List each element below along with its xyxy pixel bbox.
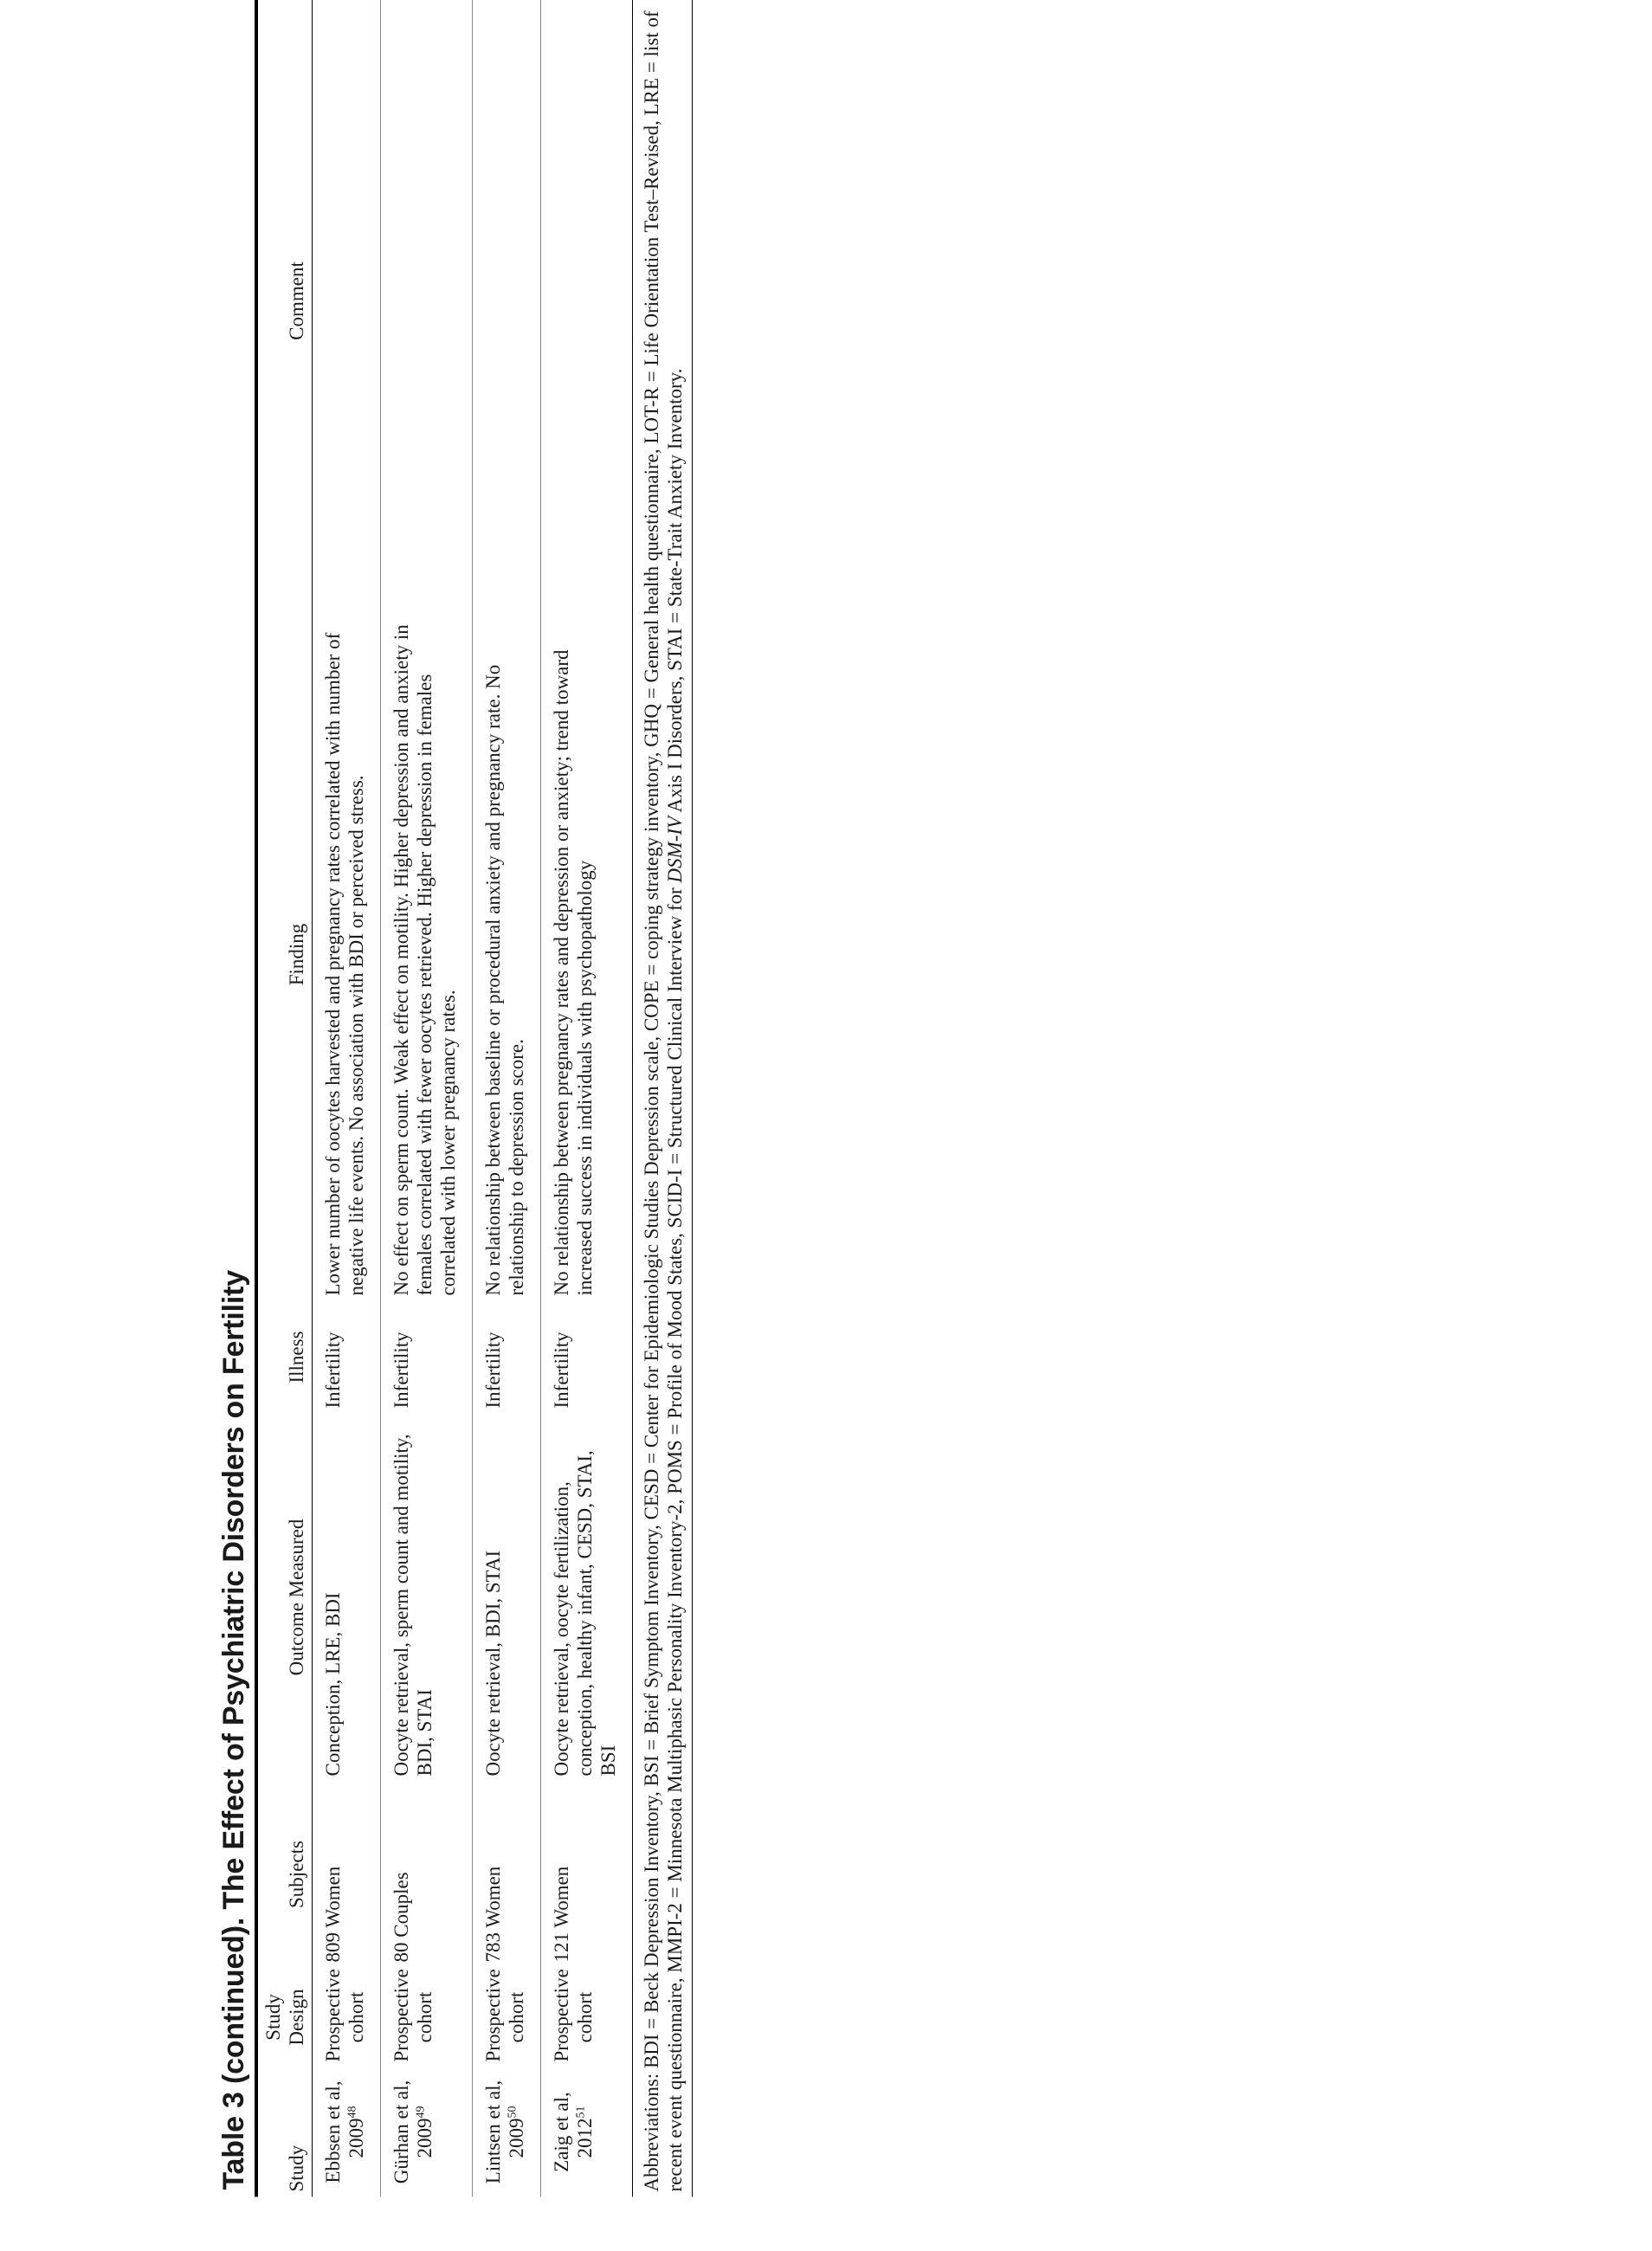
- cell-finding: No effect on sperm count. Weak effect on motility. Higher depression and anxiety in females correlated with fewer oocytes retrieved. Higher depression in females correlated with lower pregnancy rates.: [390, 624, 459, 1296]
- cell-illness: Infertility: [482, 1332, 504, 1409]
- cell-outcome: Oocyte retrieval, sperm count and motility, BDI, STAI: [390, 1434, 436, 1777]
- cell-design: Prospective cohort: [390, 1969, 436, 2062]
- cell-illness: Infertility: [551, 1332, 572, 1409]
- header-row: [258, 0, 313, 2197]
- cell-study: [541, 2067, 633, 2197]
- table-row: [381, 0, 473, 2197]
- cell-comment: [473, 0, 541, 609]
- header-comment: Comment: [286, 261, 307, 340]
- cell-subjects: 80 Couples: [390, 1872, 412, 1963]
- cell-outcome: Oocyte retrieval, BDI, STAI: [482, 1550, 504, 1777]
- footnote-text-end: Axis I Disorders, STAI = State-Trait Anxiety Inventory.: [664, 368, 686, 816]
- cell-design: Prospective cohort: [482, 1969, 527, 2062]
- header-finding: Finding: [286, 923, 307, 986]
- table-footnote: [633, 0, 693, 2197]
- cell-comment: [541, 0, 633, 609]
- table-row: [313, 0, 381, 2197]
- study-name: Zaig et al, 2012: [551, 2092, 596, 2172]
- rotated-table-page: [216, 0, 823, 2197]
- reference-number: 50: [506, 2106, 519, 2119]
- cell-outcome: Oocyte retrieval, oocyte fertilization, conception, healthy infant, CESD, STAI, BSI: [551, 1450, 619, 1777]
- study-name: Ebbsen et al, 2009: [322, 2080, 367, 2183]
- fertility-table: [258, 0, 633, 2197]
- cell-design: Prospective cohort: [551, 1969, 596, 2062]
- header-study: Study: [286, 2145, 307, 2192]
- cell-comment: [381, 0, 473, 609]
- cell-finding: Lower number of oocytes harvested and pregnancy rates correlated with number of negative life events. No association with BDI or perceived stress.: [322, 632, 367, 1296]
- cell-comment: [313, 0, 381, 609]
- cell-subjects: 783 Women: [482, 1866, 504, 1963]
- footnote-text: Abbreviations: BDI = Beck Depression Inventory, BSI = Brief Symptom Inventory, CESD = Center for Epidemiologic Studies Depression scale, COPE = coping strategy inventory, GHQ = General health questionnaire, LOT-R = Life Orientation Test–Revised, LRE = list of recent event questionnaire, MMPI-2 = Minnesota Multiphasic Personality Inventory-2, POMS = Profile of Mood States, SCID-I = Structured Clinical Interview for: [641, 10, 686, 2192]
- table-row: [473, 0, 541, 2197]
- table-title: Table 3 (continued). The Effect of Psychiatric Disorders on Fertility: [216, 0, 258, 2197]
- study-name: Lintsen et al, 2009: [482, 2080, 527, 2184]
- reference-number: 49: [414, 2106, 428, 2119]
- cell-study: [313, 2067, 381, 2197]
- cell-outcome: Conception, LRE, BDI: [322, 1592, 344, 1777]
- header-subjects: Subjects: [286, 1841, 307, 1908]
- cell-finding: No relationship between baseline or procedural anxiety and pregnancy rate. No relationship to depression score.: [482, 664, 527, 1296]
- cell-finding: No relationship between pregnancy rates and depression or anxiety; trend toward increased success in individuals with psychopathology: [551, 649, 596, 1296]
- table-row: [541, 0, 633, 2197]
- cell-subjects: 121 Women: [551, 1866, 572, 1963]
- cell-subjects: 809 Women: [322, 1866, 344, 1963]
- reference-number: 51: [574, 2106, 588, 2119]
- cell-design: Prospective cohort: [322, 1969, 367, 2062]
- cell-study: [381, 2067, 473, 2197]
- reference-number: 48: [345, 2106, 359, 2119]
- header-study-design: Study Design: [262, 1989, 307, 2046]
- cell-study: [473, 2067, 541, 2197]
- header-illness: Illness: [286, 1331, 307, 1383]
- cell-illness: Infertility: [322, 1332, 344, 1409]
- footnote-italic-text: DSM-IV: [664, 816, 686, 883]
- study-name: Gürhan et al, 2009: [390, 2080, 436, 2184]
- cell-illness: Infertility: [390, 1332, 412, 1409]
- header-outcome-measured: Outcome Measured: [286, 1519, 307, 1676]
